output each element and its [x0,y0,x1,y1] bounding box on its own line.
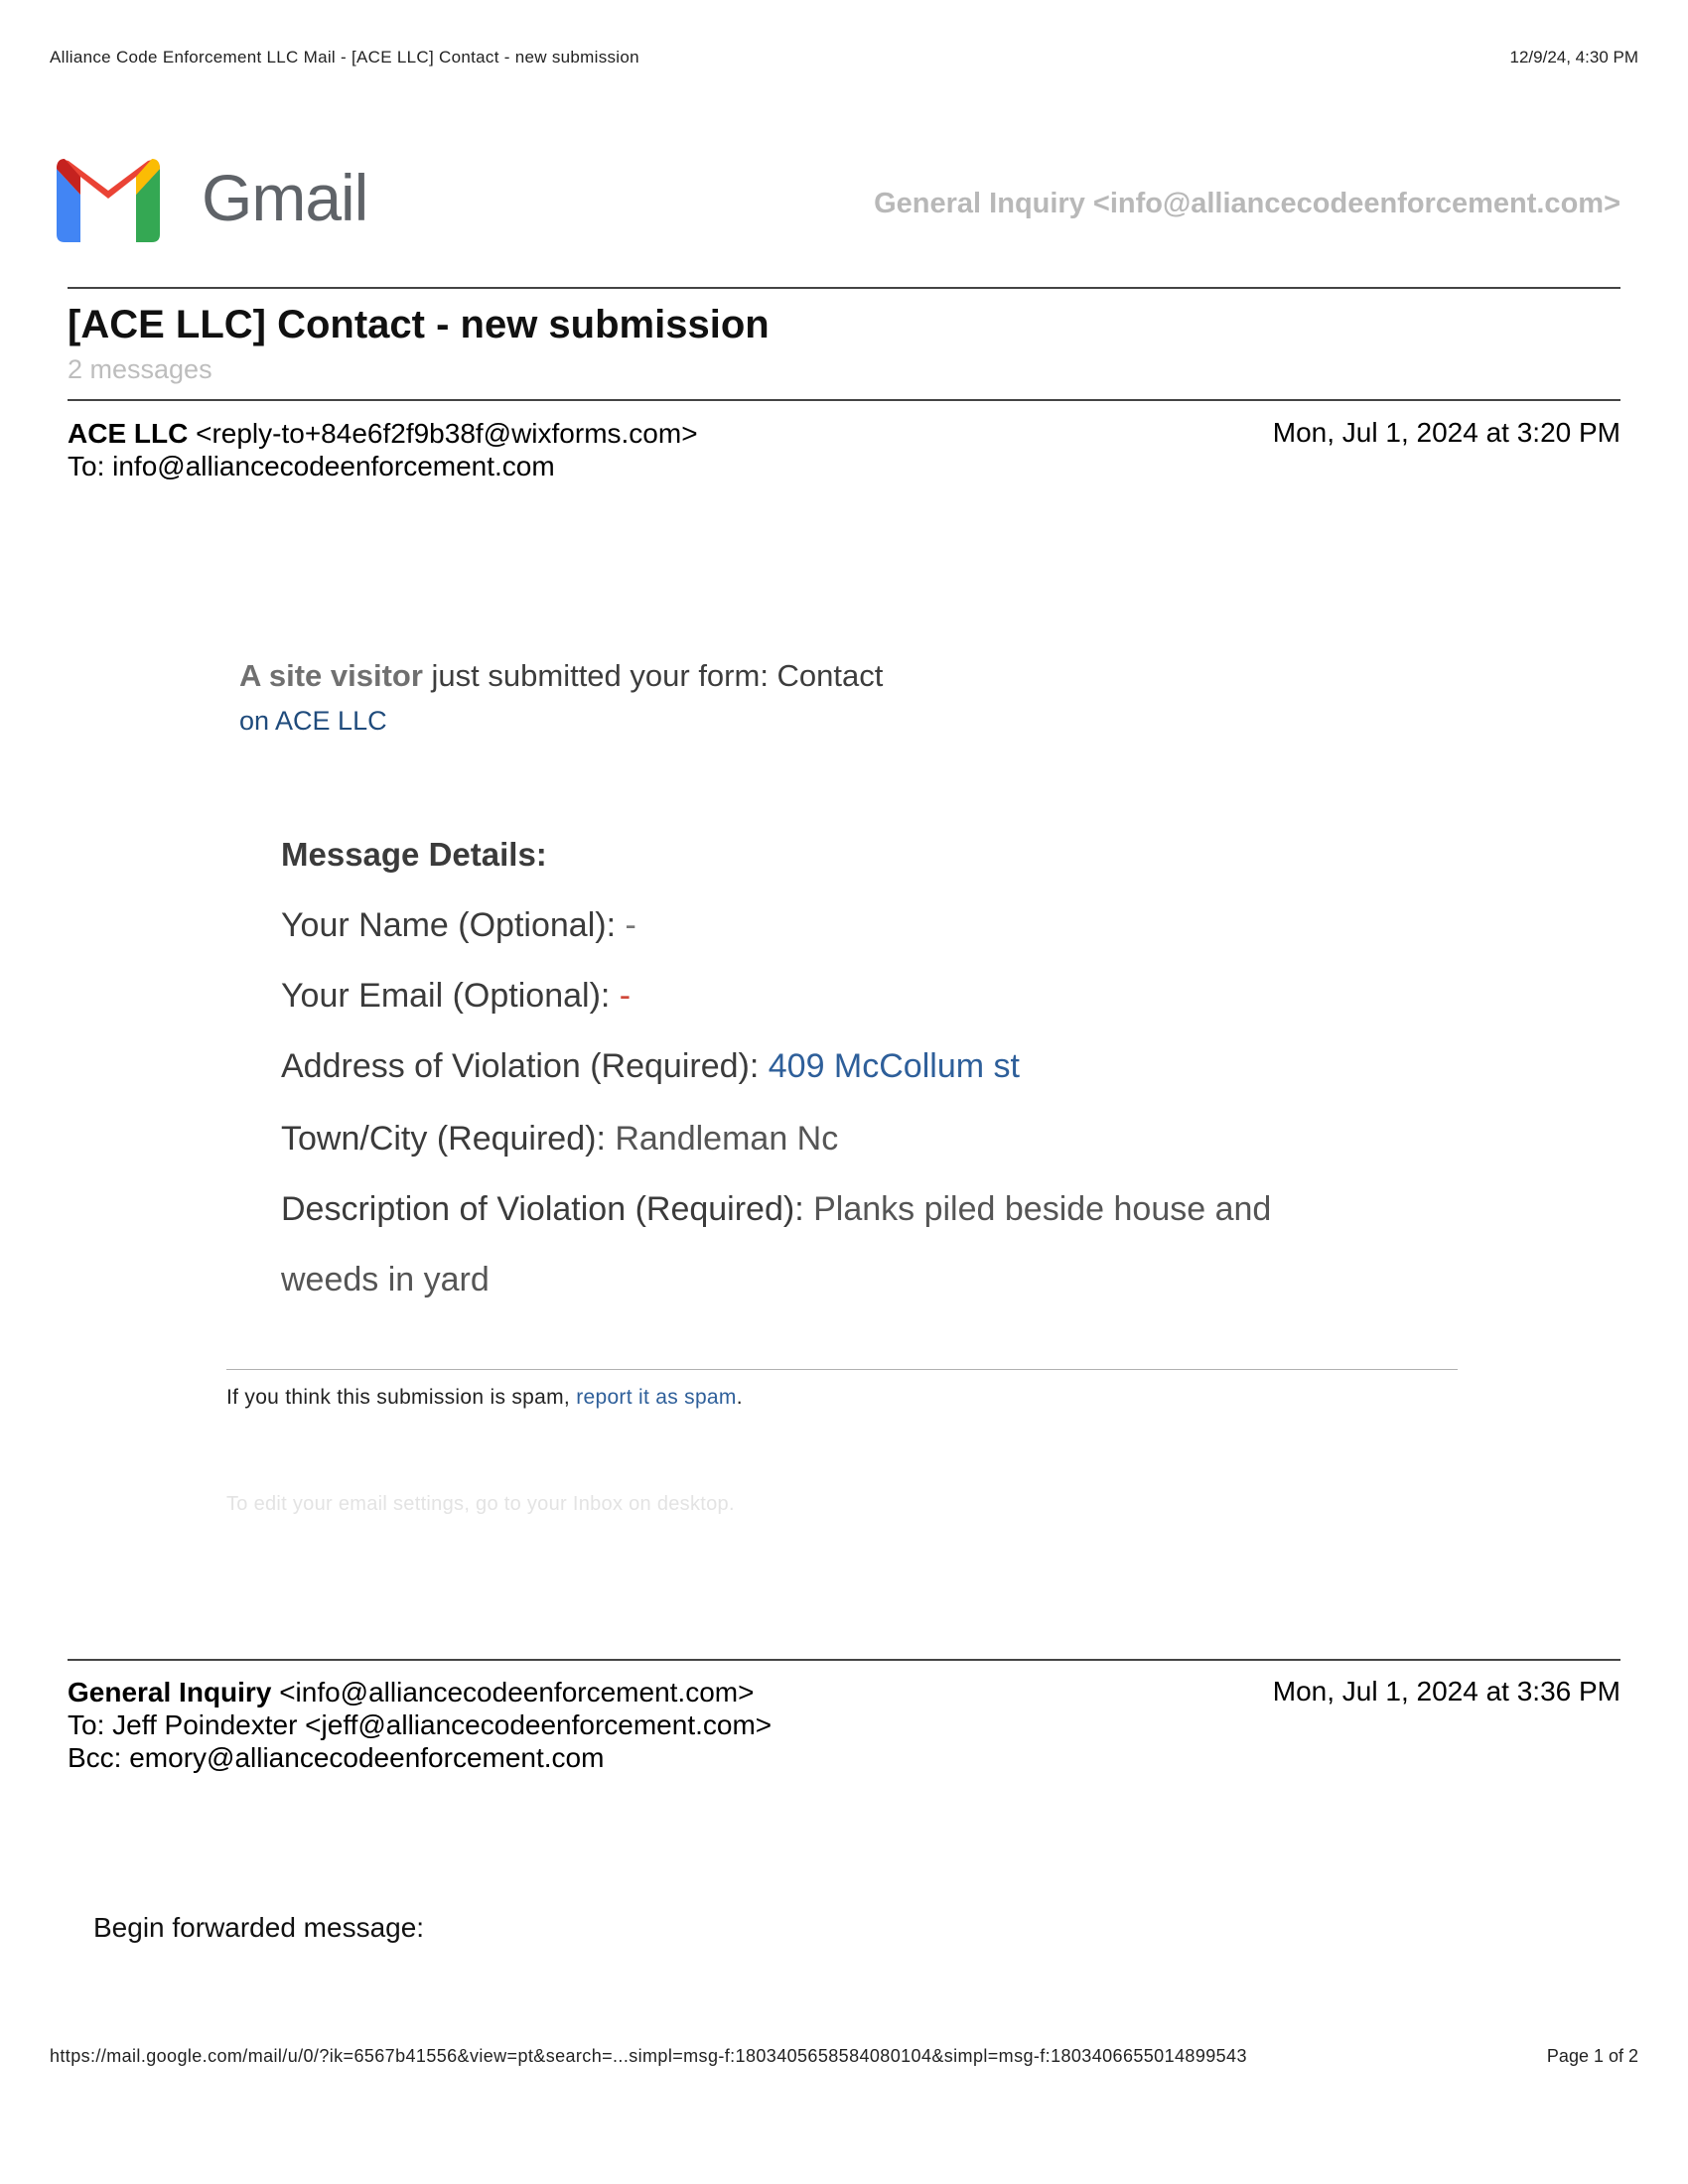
field-label: Town/City (Required): [281,1120,616,1158]
message-date: Mon, Jul 1, 2024 at 3:20 PM [1272,417,1620,448]
report-spam-link[interactable]: report it as spam [576,1386,737,1409]
message-date: Mon, Jul 1, 2024 at 3:36 PM [1272,1676,1620,1706]
field-town [281,1120,838,1159]
divider [68,1659,1620,1661]
field-email [281,977,631,1016]
spam-end: . [736,1386,743,1409]
field-description [281,1190,1271,1229]
gmail-logo [57,154,374,245]
print-footer [50,2046,1638,2070]
field-label: Your Email (Optional): [281,977,620,1015]
sender-email: <reply-to+84e6f2f9b38f@wixforms.com> [196,418,698,449]
spam-notice [226,1386,743,1410]
sender-email: <info@alliancecodeenforcement.com> [279,1677,755,1707]
field-value: - [625,906,636,944]
print-date: 12/9/24, 4:30 PM [1509,48,1638,67]
field-value: weeds in yard [281,1261,490,1298]
intro-text: just submitted your form: Contact [422,658,884,693]
intro-visitor: A site visitor [239,658,423,693]
field-value: - [619,977,632,1015]
recipient-line: To: info@alliancecodeenforcement.com [68,451,555,481]
divider [68,399,1620,401]
edit-settings-note: To edit your email settings, go to your Inbox on desktop. [226,1493,735,1515]
forwarded-message-label: Begin forwarded message: [93,1912,425,1943]
details-heading: Message Details: [281,836,547,873]
account-address: General Inquiry <info@alliancecodeenforcement.com> [874,188,1620,219]
field-name [281,906,636,945]
site-link[interactable]: on ACE LLC [239,706,387,736]
print-header [50,48,1638,71]
divider [226,1369,1458,1370]
thread-subject: [ACE LLC] Contact - new submission [68,303,770,346]
field-label: Address of Violation (Required): [281,1047,769,1085]
field-address [281,1047,1020,1086]
field-description-cont [281,1261,490,1299]
sender-name: ACE LLC [68,418,189,449]
print-title: Alliance Code Enforcement LLC Mail - [ACE LLC] Contact - new submission [50,48,639,67]
address-link[interactable]: 409 McCollum st [768,1047,1020,1085]
gmail-m-icon [57,157,160,242]
divider [68,287,1620,289]
bcc-line: Bcc: emory@alliancecodeenforcement.com [68,1742,605,1773]
recipient-line: To: Jeff Poindexter <jeff@alliancecodeenforcement.com> [68,1709,773,1740]
sender-name: General Inquiry [68,1677,272,1707]
page-number: Page 1 of 2 [1546,2046,1638,2066]
field-value: Planks piled beside house and [813,1190,1272,1228]
message-1-header [68,417,1620,482]
field-label: Your Name (Optional): [281,906,626,944]
spam-text: If you think this submission is spam, [226,1386,577,1409]
form-intro [239,658,883,694]
gmail-wordmark: Gmail [202,161,368,234]
print-url: https://mail.google.com/mail/u/0/?ik=6567b41556&view=pt&search=...simpl=msg-f:1803405658584080104&simpl=msg-f:1803406655014899543 [50,2046,1247,2066]
field-label: Description of Violation (Required): [281,1190,814,1228]
field-value: Randleman Nc [615,1120,839,1158]
message-count: 2 messages [68,354,212,384]
message-2-header [68,1676,1620,1774]
